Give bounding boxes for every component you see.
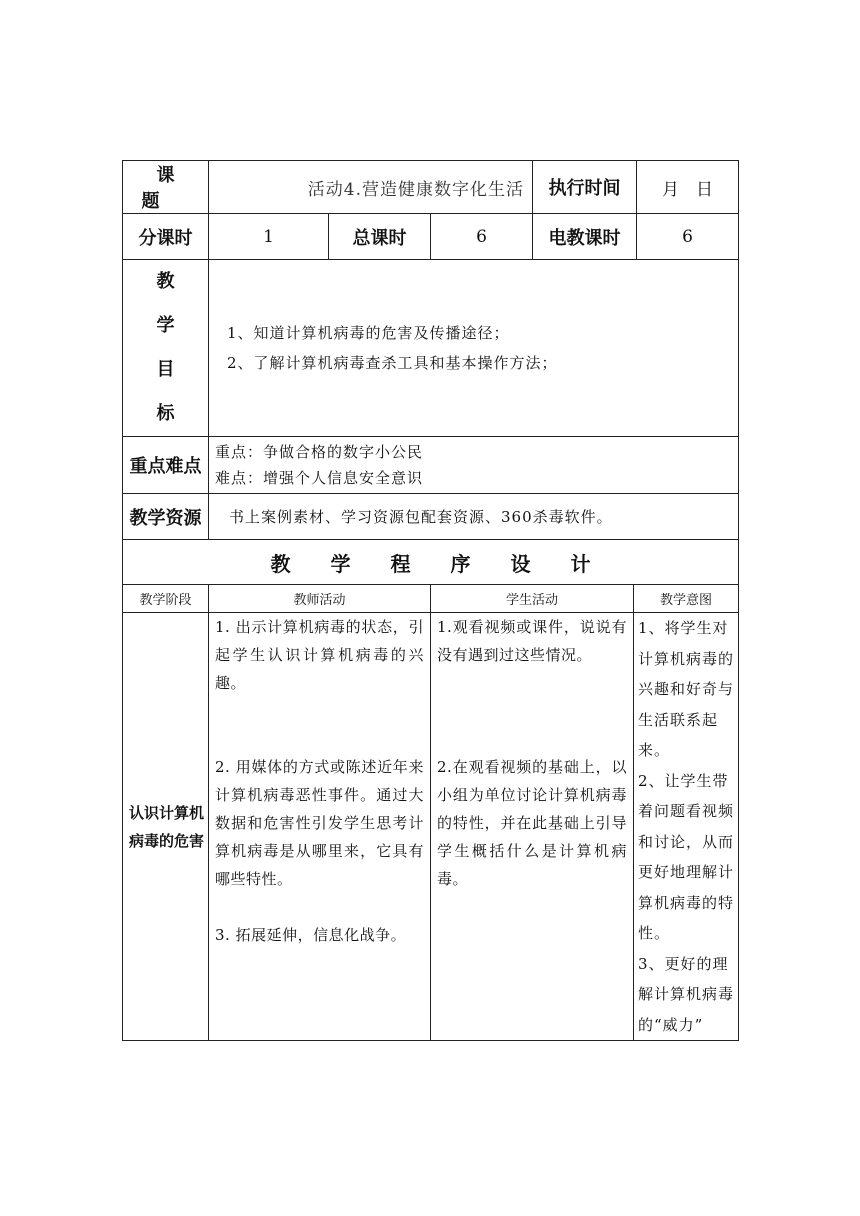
col-header-teacher: 教师活动: [209, 585, 431, 613]
key-points-row: [123, 437, 739, 494]
student-activity: 2.在观看视频的基础上，以小组为单位讨论计算机病毒的特性，并在此基础上引导学生概括什么是计算机病毒。: [437, 758, 627, 888]
col-header-purpose: 教学意图: [634, 585, 739, 613]
purpose-item: 2、让学生带着问题看视频和讨论，从而更好地理解计算机病毒的特性。: [638, 771, 735, 942]
objectives-row: [123, 260, 739, 437]
purpose-item: 3、更好的理解计算机病毒的“威力”: [638, 954, 735, 1034]
design-body-row: [123, 613, 739, 1041]
student-activity: 1.观看视频或课件，说说有没有遇到过这些情况。: [437, 618, 627, 664]
design-title: 教学程序设计: [123, 540, 739, 585]
exec-time-label: 执行时间: [533, 161, 637, 214]
design-header-row: [123, 585, 739, 613]
total-hours-value: 6: [431, 214, 533, 260]
teacher-activity: 2. 用媒体的方式或陈述近年来计算机病毒恶性事件。通过大数据和危害性引发学生思考计算机病毒是从哪里来，它具有哪些特性。: [215, 758, 424, 888]
col-header-student: 学生活动: [431, 585, 634, 613]
teacher-activities: [209, 613, 431, 1041]
teacher-activity: 3. 拓展延伸，信息化战争。: [215, 926, 407, 944]
resources-text: 书上案例素材、学习资源包配套资源、360杀毒软件。: [209, 494, 739, 540]
hours-row: [123, 214, 739, 260]
av-hours-label: 电教课时: [533, 214, 637, 260]
col-header-stage: 教学阶段: [123, 585, 209, 613]
exec-time-value: 月 日: [637, 161, 739, 214]
topic-value: 活动4.营造健康数字化生活: [209, 161, 533, 214]
difficulty-point: 难点：增强个人信息安全意识: [215, 469, 424, 487]
lesson-plan-sheet: [122, 160, 738, 1041]
objective-item: 2、了解计算机病毒查杀工具和基本操作方法；: [227, 354, 558, 372]
design-table: [122, 584, 739, 1041]
resources-row: [123, 494, 739, 540]
key-points-label: 重点难点: [123, 437, 209, 494]
sub-hours-label: 分课时: [123, 214, 209, 260]
av-hours-value: 6: [637, 214, 739, 260]
objectives-label: 教学 目标: [123, 260, 209, 437]
purpose-item: 1、将学生对计算机病毒的兴趣和好奇与生活联系起来。: [638, 619, 735, 759]
objectives-list: [209, 260, 739, 437]
topic-label: 课题: [123, 161, 209, 214]
objective-item: 1、知道计算机病毒的危害及传播途径；: [227, 324, 510, 342]
purposes: [634, 613, 739, 1041]
key-points-content: [209, 437, 739, 494]
total-hours-label: 总课时: [329, 214, 431, 260]
student-activities: [431, 613, 634, 1041]
lesson-plan-table: [122, 160, 739, 585]
resources-label: 教学资源: [123, 494, 209, 540]
topic-row: [123, 161, 739, 214]
stage-name: 认识计算机病毒的危害: [123, 613, 209, 1041]
key-point: 重点：争做合格的数字小公民: [215, 443, 424, 461]
teacher-activity: 1. 出示计算机病毒的状态，引起学生认识计算机病毒的兴趣。: [215, 618, 424, 692]
design-title-row: [123, 540, 739, 585]
sub-hours-value: 1: [209, 214, 329, 260]
